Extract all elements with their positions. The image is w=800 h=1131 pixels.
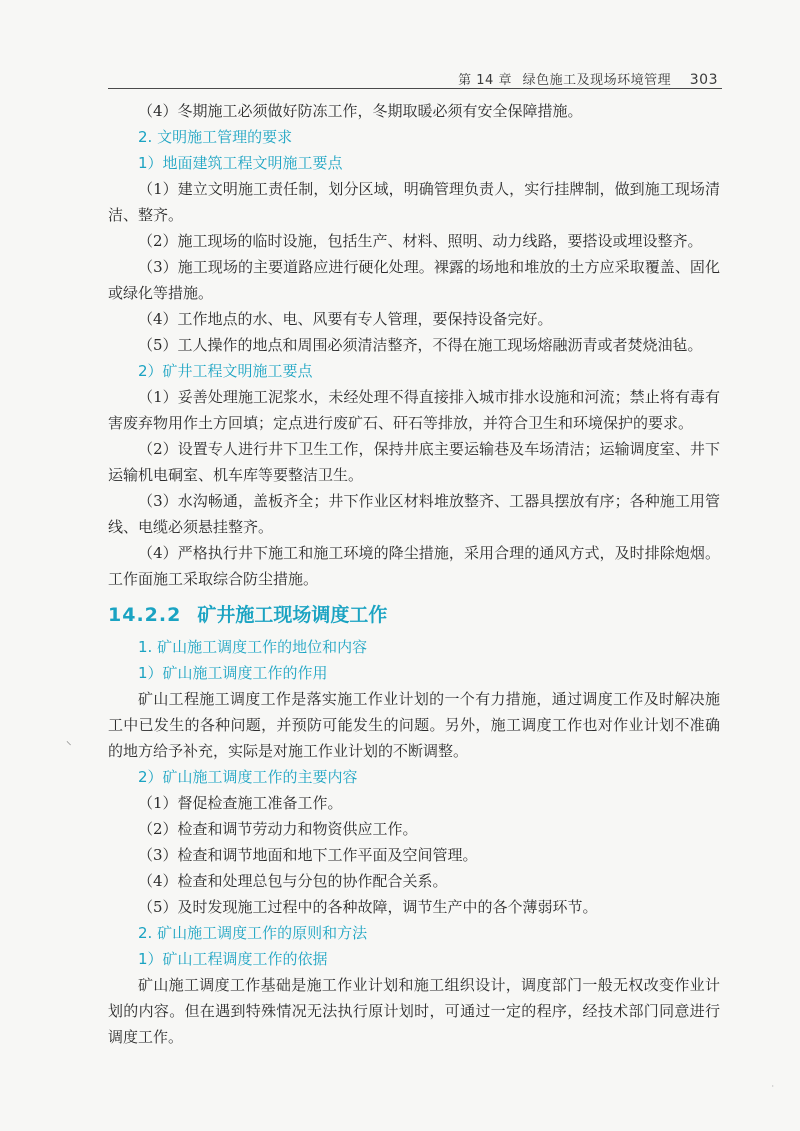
paragraph: （5）工人操作的地点和周围必须清洁整齐，不得在施工现场熔融沥青或者焚烧油毡。 [138,336,703,354]
subheading: 2）矿井工程文明施工要点 [138,362,313,380]
subheading: 1. 矿山施工调度工作的地位和内容 [138,638,368,656]
paragraph: （3）施工现场的主要道路应进行硬化处理。裸露的场地和堆放的土方应采取覆盖、固化或绿化等措施。 [108,258,720,302]
paragraph: （2）设置专人进行井下卫生工作，保持井底主要运输巷及车场清洁；运输调度室、井下运输机电硐室、机车库等要整洁卫生。 [108,440,720,484]
header-rule [108,88,722,89]
paragraph: （1）妥善处理施工泥浆水，未经处理不得直接排入城市排水设施和河流；禁止将有毒有害废弃物用作土方回填；定点进行废矿石、矸石等排放，并符合卫生和环境保护的要求。 [108,388,720,432]
paragraph: （1）建立文明施工责任制，划分区域，明确管理负责人，实行挂牌制，做到施工现场清洁、整齐。 [108,180,720,224]
paragraph: 矿山施工调度工作基础是施工作业计划和施工组织设计，调度部门一般无权改变作业计划的内容。但在遇到特殊情况无法执行原计划时，可通过一定的程序，经技术部门同意进行调度工作。 [108,976,720,1046]
subheading: 2. 文明施工管理的要求 [138,128,293,146]
subheading: 2）矿山施工调度工作的主要内容 [138,768,358,786]
paragraph: 矿山工程施工调度工作是落实施工作业计划的一个有力措施，通过调度工作及时解决施工中已发生的各种问题，并预防可能发生的问题。另外，施工调度工作也对作业计划不准确的地方给予补充，实际是对施工作业计划的不断调整。 [108,690,720,760]
section-number: 14.2.2 [108,604,182,626]
page-header [0,0,800,92]
paragraph: （3）水沟畅通，盖板齐全；井下作业区材料堆放整齐、工器具摆放有序；各种施工用管线、电缆必须悬挂整齐。 [108,492,720,536]
paragraph: （5）及时发现施工过程中的各种故障，调节生产中的各个薄弱环节。 [138,898,598,916]
paragraph: （2）施工现场的临时设施，包括生产、材料、照明、动力线路，要搭设或埋设整齐。 [138,232,703,250]
subheading: 1）矿山工程调度工作的依据 [138,950,328,968]
paragraph: （3）检查和调节地面和地下工作平面及空间管理。 [138,846,478,864]
paragraph: （4）冬期施工必须做好防冻工作，冬期取暖必须有安全保障措施。 [138,102,583,120]
chapter-label: 第 14 章 [458,73,512,88]
subheading: 2. 矿山施工调度工作的原则和方法 [138,924,368,942]
paragraph: （2）检查和调节劳动力和物资供应工作。 [138,820,418,838]
page-body [108,98,720,1050]
scan-mark: ⸌ [66,739,72,752]
section-title: 矿井施工现场调度工作 [197,604,388,626]
paragraph: （4）工作地点的水、电、风要有专人管理，要保持设备完好。 [138,310,553,328]
subheading: 1）地面建筑工程文明施工要点 [138,154,343,172]
subheading: 1）矿山施工调度工作的作用 [138,664,328,682]
scan-dot: · [771,1082,774,1091]
section-heading [108,602,720,628]
chapter-title: 绿色施工及现场环境管理 [522,73,672,88]
paragraph: （1）督促检查施工准备工作。 [138,794,343,812]
paragraph: （4）检查和处理总包与分包的协作配合关系。 [138,872,448,890]
paragraph: （4）严格执行井下施工和施工环境的降尘措施，采用合理的通风方式，及时排除炮烟。工作面施工采取综合防尘措施。 [108,544,720,588]
page-number: 303 [689,72,718,88]
running-header [458,69,718,88]
